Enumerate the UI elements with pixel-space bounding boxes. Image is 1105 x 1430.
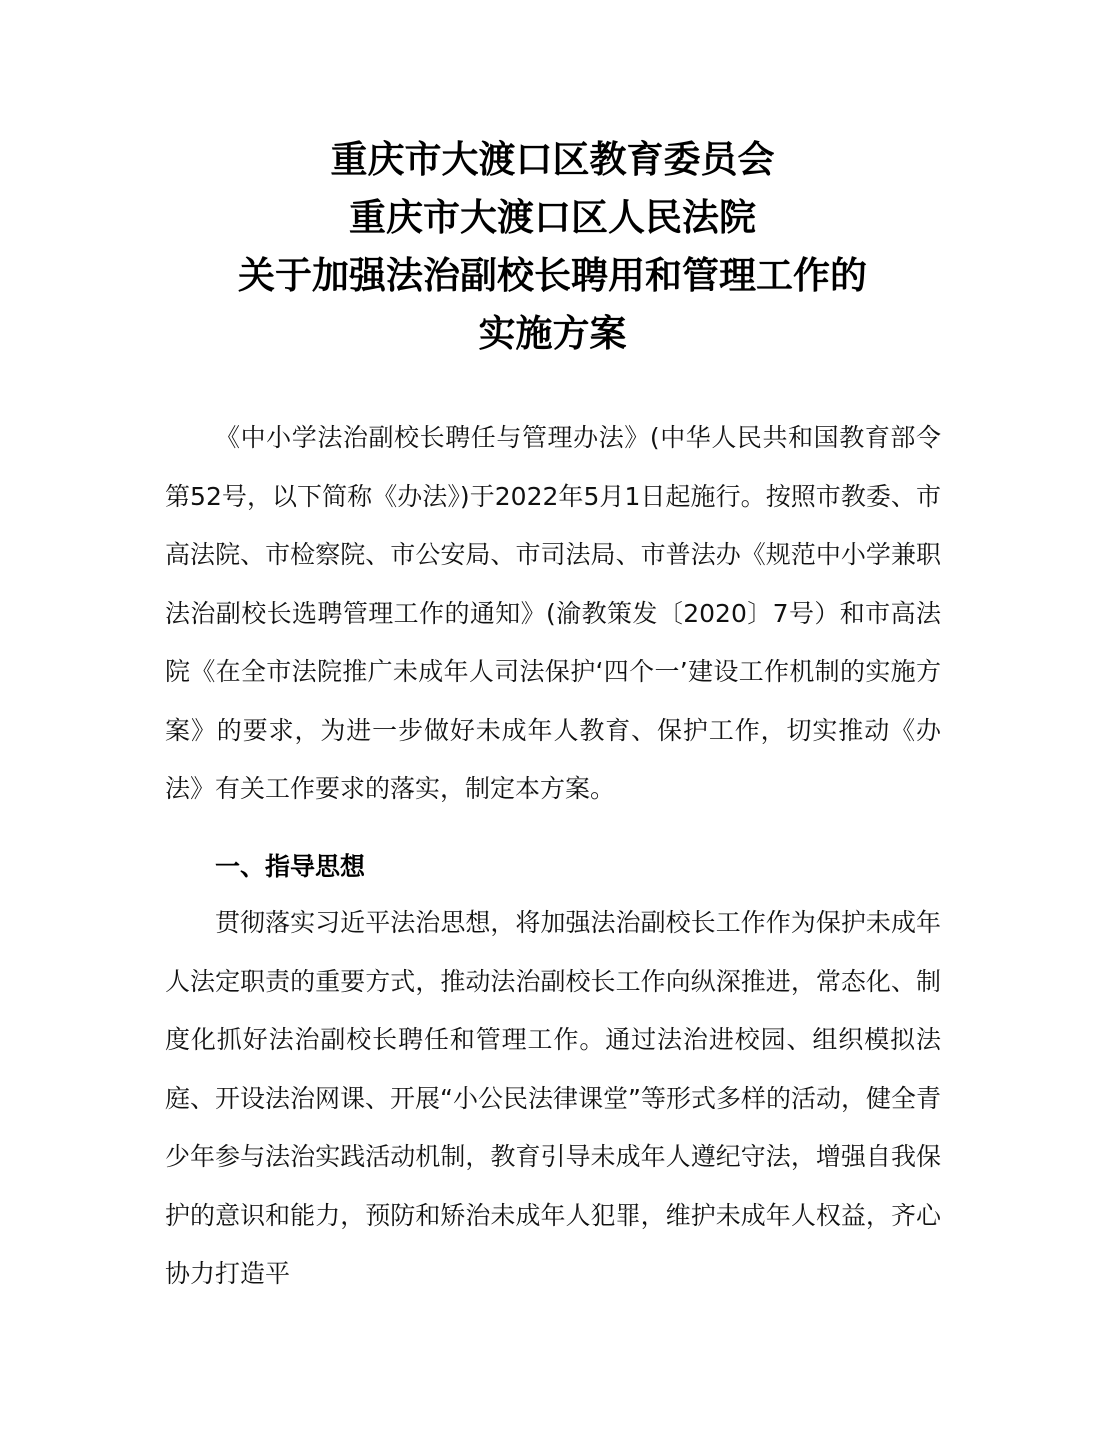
title-line-issuer-education: 重庆市大渡口区教育委员会: [330, 137, 775, 181]
section-heading-guiding-ideology: 一、指导思想: [215, 852, 366, 881]
body-section-guiding-ideology: [165, 894, 941, 1304]
document-title: [0, 130, 1105, 362]
body-section-heading: [165, 838, 941, 897]
body-section-intro: [165, 409, 941, 819]
title-line-plan: 实施方案: [478, 311, 627, 355]
guiding-ideology-paragraph: 贯彻落实习近平法治思想，将加强法治副校长工作作为保护未成年人法定职责的重要方式，推动法治副校长工作向纵深推进，常态化、制度化抓好法治副校长聘任和管理工作。通过法治进校园、组织模拟法庭、开设法治网课、开展“小公民法律课堂”等形式多样的活动，健全青少年参与法治实践活动机制，教育引导未成年人遵纪守法，增强自我保护的意识和能力，预防和矫治未成年人犯罪，维护未成年人权益，齐心协力打造平: [165, 908, 941, 1288]
title-line-subject: 关于加强法治副校长聘用和管理工作的: [238, 253, 867, 297]
title-line-issuer-court: 重庆市大渡口区人民法院: [349, 195, 756, 239]
intro-paragraph: 《中小学法治副校长聘任与管理办法》(中华人民共和国教育部令第52号，以下简称《办法》)于2022年5月1日起施行。按照市教委、市高法院、市检察院、市公安局、市司法局、市普法办《规范中小学兼职法治副校长选聘管理工作的通知》(渝教策发〔2020〕7号）和市高法院《在全市法院推广未成年人司法保护‘四个一’建设工作机制的实施方案》的要求，为进一步做好未成年人教育、保护工作，切实推动《办法》有关工作要求的落实，制定本方案。: [165, 423, 941, 803]
